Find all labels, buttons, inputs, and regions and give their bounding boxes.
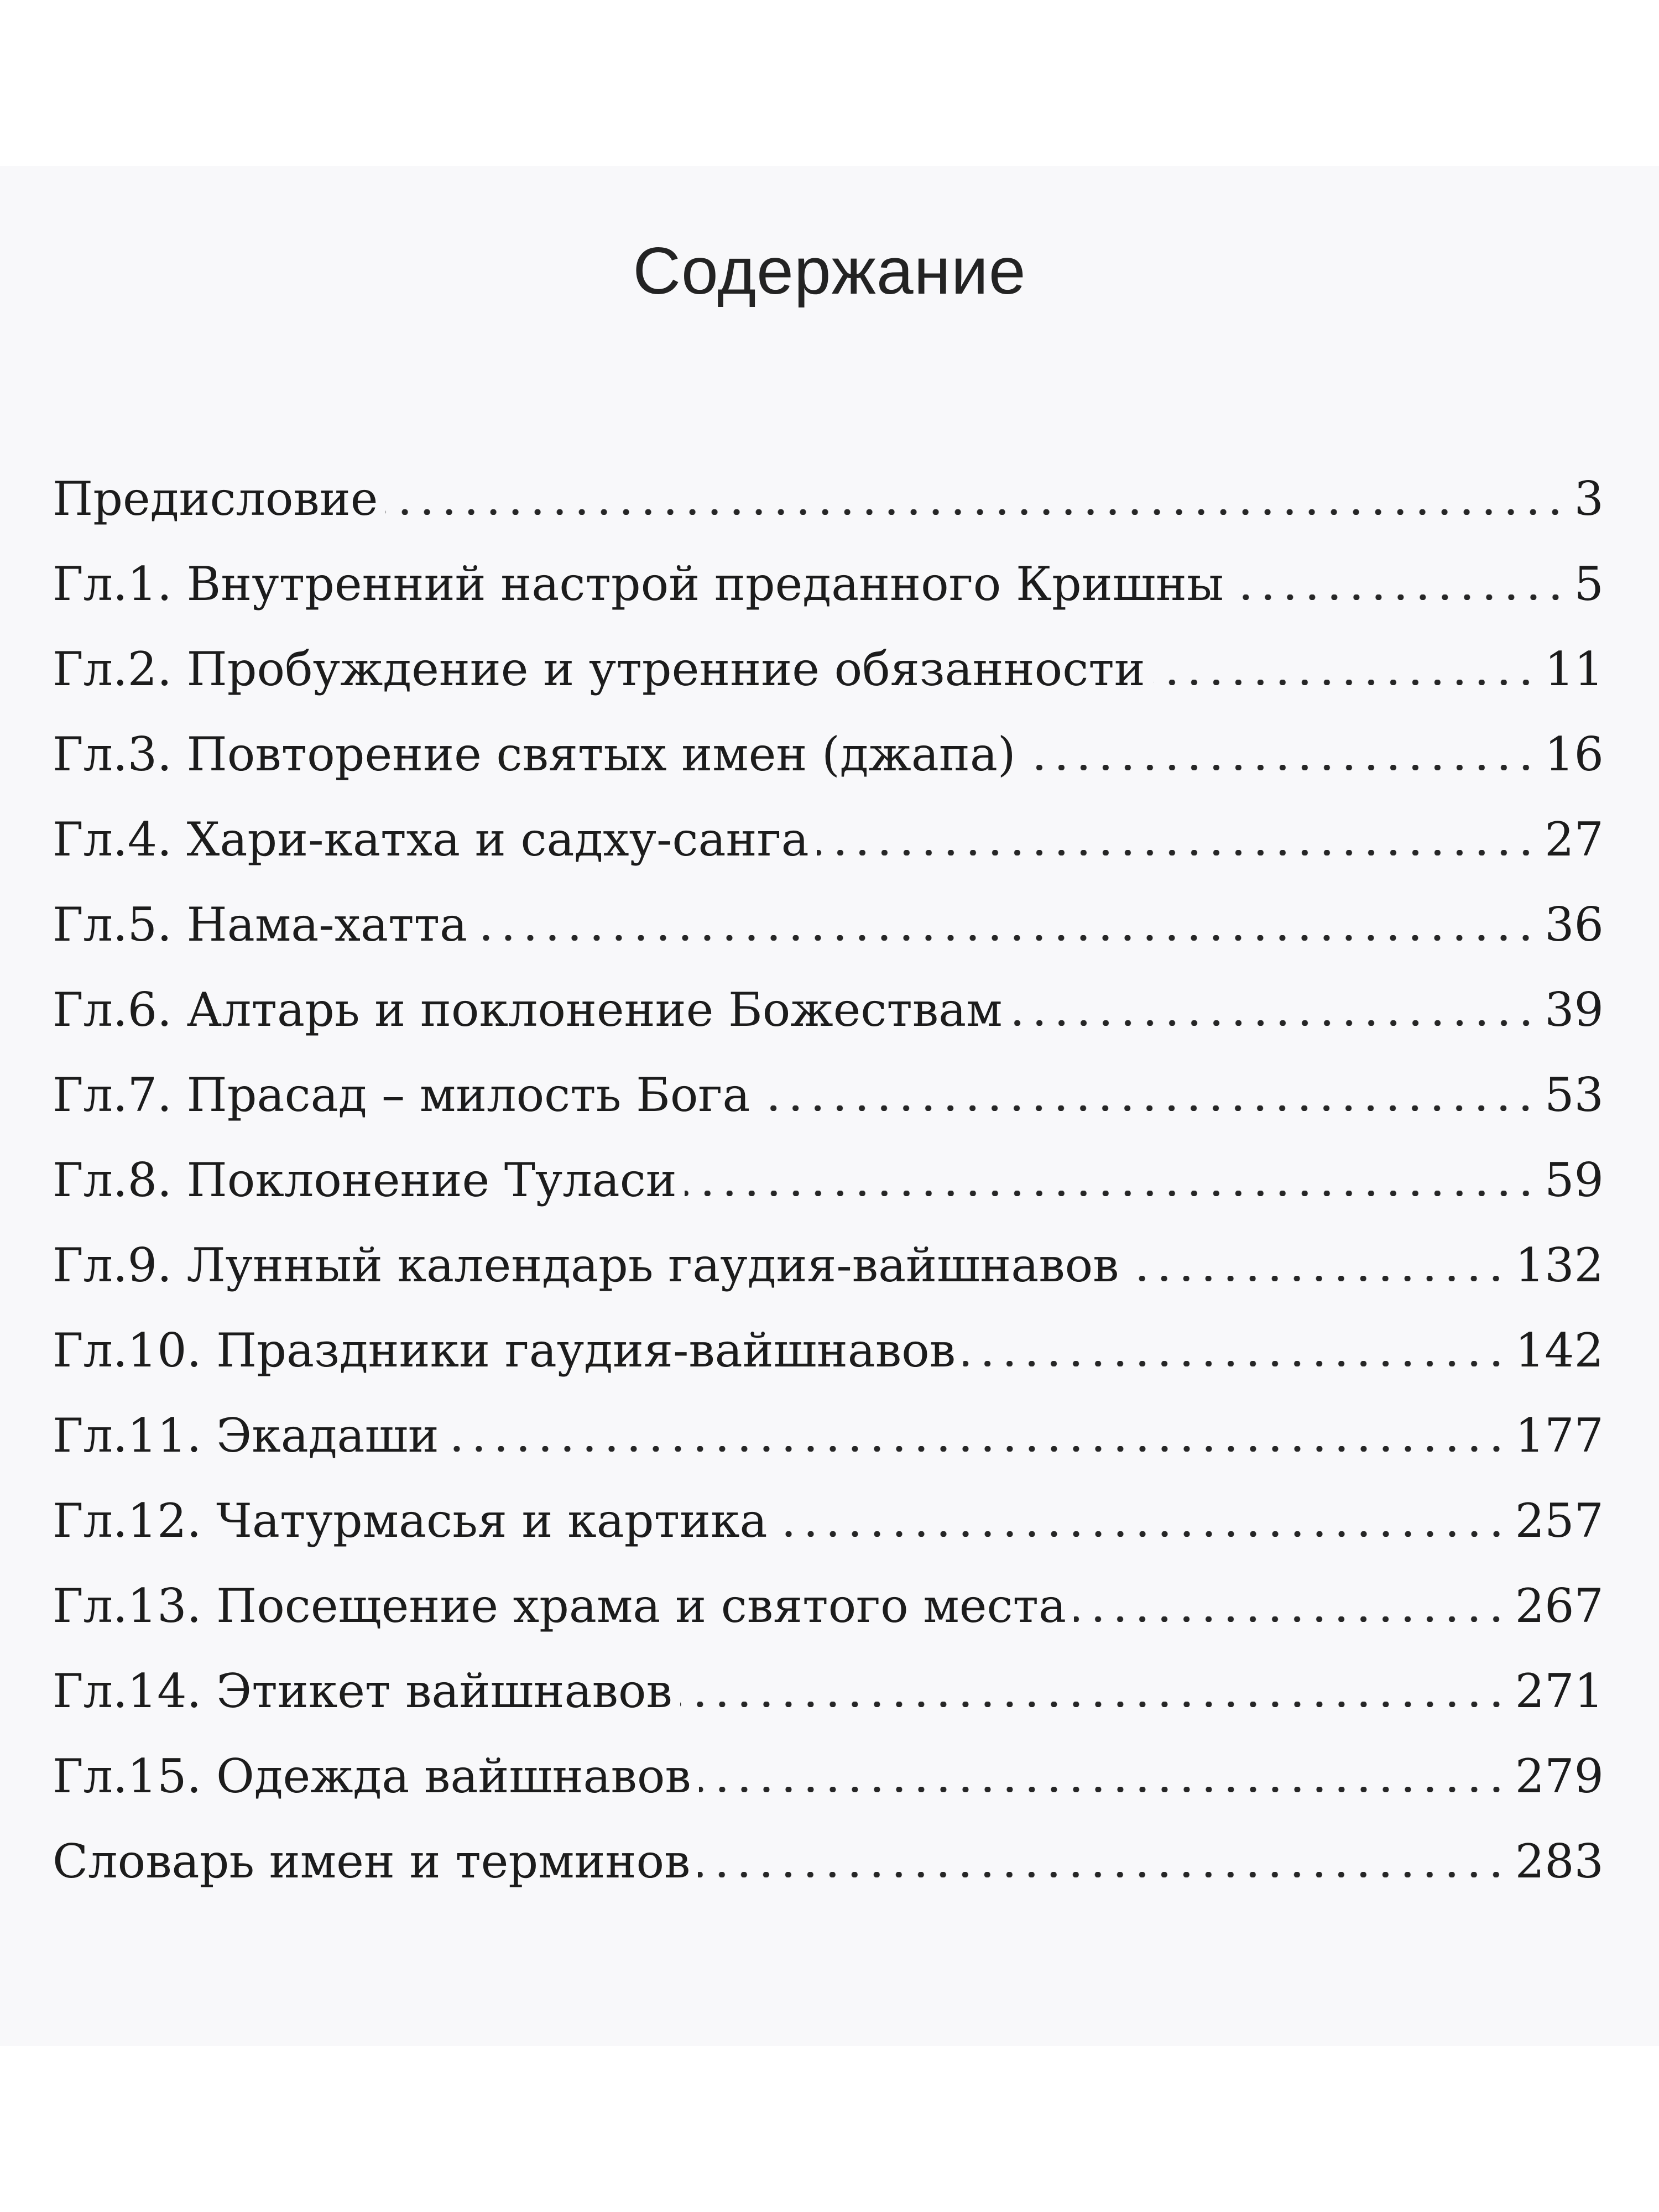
dot-leader <box>685 1191 1537 1196</box>
toc-entry <box>53 1223 1604 1308</box>
dot-leader <box>1074 1616 1507 1622</box>
toc-entry <box>53 712 1604 797</box>
dot-leader <box>1126 1276 1507 1281</box>
toc-entry <box>53 1308 1604 1393</box>
dot-leader <box>758 1105 1537 1111</box>
toc-entry-label: Гл.8. Поклонение Туласи <box>53 1153 677 1207</box>
toc-entry <box>53 967 1604 1052</box>
dot-leader <box>963 1361 1507 1366</box>
toc-entry-label: Гл.12. Чатурмасья и картика <box>53 1494 768 1548</box>
dot-leader <box>385 509 1566 515</box>
toc-entry-page: 132 <box>1515 1238 1604 1292</box>
toc-entry-label: Гл.1. Внутренний настрой преданного Кришны <box>53 557 1224 611</box>
toc-entry <box>53 1563 1604 1648</box>
toc-entry-label: Предисловие <box>53 472 378 526</box>
toc-entry-label: Гл.7. Прасад – милость Бога <box>53 1068 750 1122</box>
dot-leader <box>1024 765 1537 770</box>
dot-leader <box>698 1872 1507 1877</box>
toc-entry-page: 11 <box>1545 642 1604 696</box>
dot-leader <box>775 1531 1507 1537</box>
toc-entry-label: Гл.11. Экадаши <box>53 1408 439 1463</box>
toc-entry <box>53 1052 1604 1138</box>
toc-entry-page: 271 <box>1515 1664 1604 1718</box>
toc-entry <box>53 1478 1604 1563</box>
toc-entry-page: 177 <box>1515 1408 1604 1463</box>
toc-entry-label: Гл.2. Пробуждение и утренние обязанности <box>53 642 1145 696</box>
toc-entry <box>53 1393 1604 1478</box>
toc-entry <box>53 882 1604 967</box>
dot-leader <box>475 935 1537 941</box>
table-of-contents <box>53 456 1604 1904</box>
toc-entry-page: 59 <box>1545 1153 1604 1207</box>
toc-entry-label: Гл.14. Этикет вайшнавов <box>53 1664 672 1718</box>
toc-entry-page: 5 <box>1574 557 1604 611</box>
toc-entry <box>53 1648 1604 1734</box>
toc-entry-label: Гл.3. Повторение святых имен (джапа) <box>53 727 1016 781</box>
toc-entry-label: Гл.9. Лунный календарь гаудия-вайшнавов <box>53 1238 1119 1292</box>
toc-entry-label: Гл.15. Одежда вайшнавов <box>53 1749 691 1803</box>
toc-entry-page: 279 <box>1515 1749 1604 1803</box>
toc-entry-page: 36 <box>1545 898 1604 952</box>
toc-entry <box>53 456 1604 541</box>
toc-entry-page: 283 <box>1515 1834 1604 1888</box>
toc-entry-page: 142 <box>1515 1323 1604 1378</box>
toc-entry-label: Гл.5. Нама-хатта <box>53 898 468 952</box>
book-page <box>0 166 1659 2046</box>
toc-entry <box>53 1819 1604 1904</box>
dot-leader <box>1153 680 1537 685</box>
toc-entry <box>53 1138 1604 1223</box>
toc-entry <box>53 541 1604 627</box>
dot-leader <box>680 1702 1507 1707</box>
page-title: Содержание <box>633 234 1026 308</box>
toc-entry-page: 39 <box>1545 983 1604 1037</box>
toc-entry-label: Гл.13. Посещение храма и святого места <box>53 1579 1067 1633</box>
toc-entry <box>53 1734 1604 1819</box>
toc-entry-label: Словарь имен и терминов <box>53 1834 691 1888</box>
toc-entry-page: 16 <box>1545 727 1604 781</box>
toc-entry-label: Гл.6. Алтарь и поклонение Божествам <box>53 983 1003 1037</box>
dot-leader <box>699 1787 1507 1792</box>
toc-entry <box>53 797 1604 882</box>
toc-entry-page: 27 <box>1545 812 1604 867</box>
dot-leader <box>447 1446 1507 1452</box>
dot-leader <box>1010 1020 1537 1026</box>
toc-entry-page: 3 <box>1574 472 1604 526</box>
toc-entry-page: 257 <box>1515 1494 1604 1548</box>
dot-leader <box>817 850 1537 855</box>
toc-entry-page: 53 <box>1545 1068 1604 1122</box>
toc-entry-label: Гл.10. Праздники гаудия-вайшнавов <box>53 1323 956 1378</box>
toc-entry <box>53 627 1604 712</box>
dot-leader <box>1232 594 1567 600</box>
toc-entry-label: Гл.4. Хари-катха и садху-санга <box>53 812 809 867</box>
toc-entry-page: 267 <box>1515 1579 1604 1633</box>
